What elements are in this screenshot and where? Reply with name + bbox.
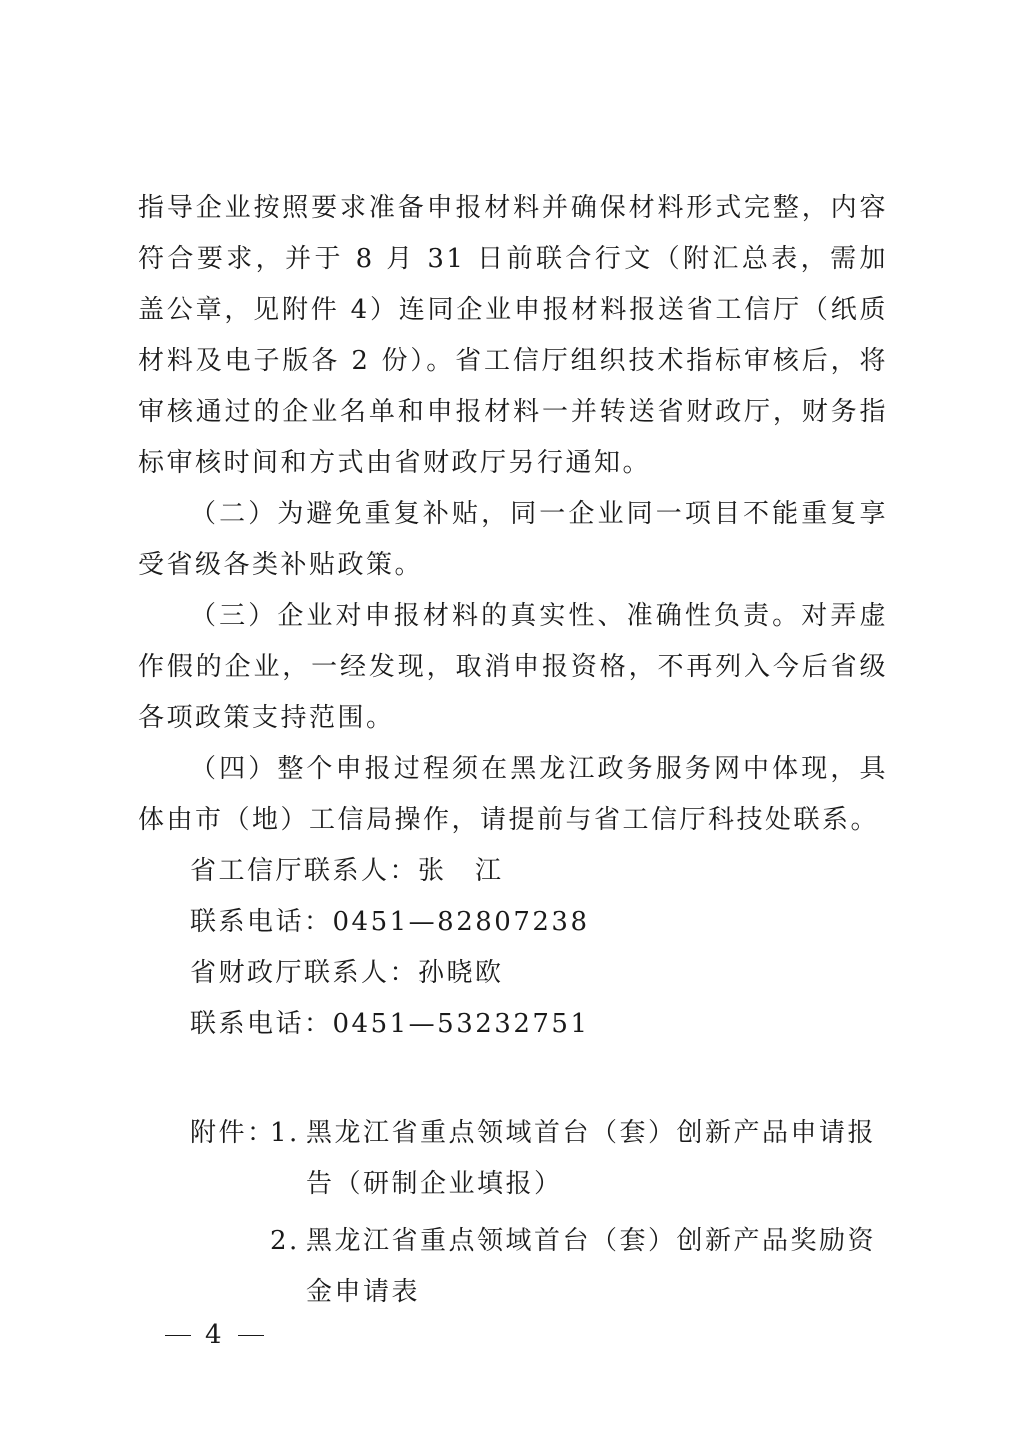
paragraph-4: （四）整个申报过程须在黑龙江政务服务网中体现，具体由市（地）工信局操作，请提前与省工信厅科技处联系。 xyxy=(138,754,888,835)
attachments-label: 附件： xyxy=(190,1118,276,1148)
attachment-number: 1. xyxy=(270,1118,300,1148)
attachments-list xyxy=(190,1108,890,1318)
contact-phone-industry: 联系电话：0451—82807238 xyxy=(190,907,590,937)
body-text xyxy=(138,183,888,1050)
contact-phone-finance: 联系电话：0451—53232751 xyxy=(190,1009,590,1039)
attachment-title: 黑龙江省重点领域首台（套）创新产品申请报告（研制企业填报） xyxy=(306,1118,877,1199)
paragraph-3: （三）企业对申报材料的真实性、准确性负责。对弄虚作假的企业，一经发现，取消申报资格，不再列入今后省级各项政策支持范围。 xyxy=(138,601,888,733)
dash-right xyxy=(238,1335,264,1336)
contact-person-finance: 省财政厅联系人：孙晓欧 xyxy=(190,958,504,988)
dash-left xyxy=(165,1335,191,1336)
page-number: 4 xyxy=(205,1320,224,1350)
attachment-title: 黑龙江省重点领域首台（套）创新产品奖励资金申请表 xyxy=(306,1226,877,1307)
paragraph-1: 指导企业按照要求准备申报材料并确保材料形式完整，内容符合要求，并于 8 月 31 日前联合行文（附汇总表，需加盖公章，见附件 4）连同企业申报材料报送省工信厅（纸质材料及电子版各 2 份）。省工信厅组织技术指标审核后，将审核通过的企业名单和申报材料一并转送省财政厅，财务指标审核时间和方式由省财政厅另行通知。 xyxy=(138,193,888,478)
paragraph-2: （二）为避免重复补贴，同一企业同一项目不能重复享受省级各类补贴政策。 xyxy=(138,499,888,580)
attachment-item-2 xyxy=(190,1216,890,1318)
contact-person-industry: 省工信厅联系人：张 江 xyxy=(190,856,504,886)
attachment-item-1 xyxy=(190,1108,890,1210)
page-footer xyxy=(165,1320,264,1350)
attachment-number: 2. xyxy=(270,1226,300,1256)
